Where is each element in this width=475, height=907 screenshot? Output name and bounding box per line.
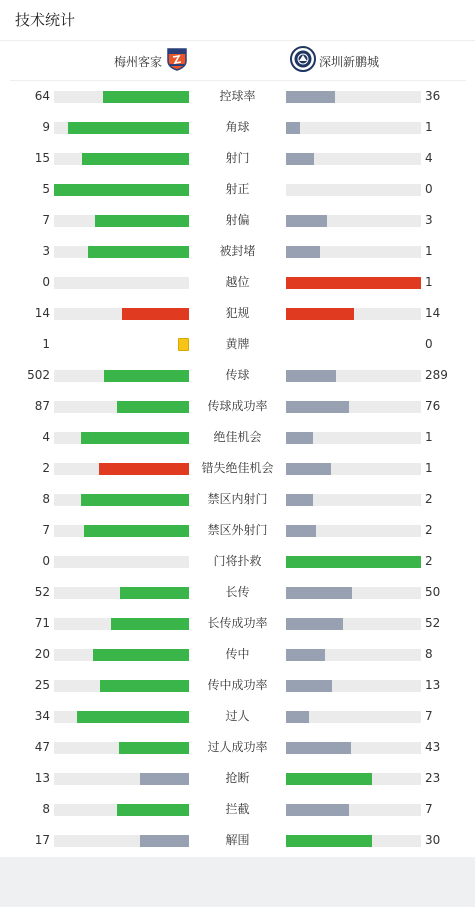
stat-row <box>0 794 475 825</box>
stats-list <box>0 81 475 856</box>
away-value: 30 <box>425 833 441 847</box>
away-value: 4 <box>425 151 433 165</box>
stat-row <box>0 670 475 701</box>
away-bar-track <box>286 277 421 289</box>
away-value: 289 <box>425 368 448 382</box>
stat-label: 抢断 <box>225 771 250 785</box>
away-bar-track <box>286 587 421 599</box>
stat-label: 禁区内射门 <box>207 492 268 506</box>
home-bar-track <box>54 649 189 661</box>
away-bar-fill <box>286 525 316 537</box>
away-bar-track <box>286 401 421 413</box>
home-bar-fill <box>111 618 189 630</box>
home-bar-fill <box>122 308 190 320</box>
away-bar-fill <box>286 401 349 413</box>
home-bar-track <box>54 370 189 382</box>
home-bar-track <box>54 525 189 537</box>
home-bar-track <box>54 680 189 692</box>
stat-row <box>0 515 475 546</box>
stat-label: 拦截 <box>225 802 250 816</box>
away-value: 2 <box>425 523 433 537</box>
home-value: 17 <box>34 833 50 847</box>
home-bar-fill <box>93 649 189 661</box>
stat-label: 传球成功率 <box>207 399 268 413</box>
home-value: 5 <box>42 182 50 196</box>
away-value: 1 <box>425 244 433 258</box>
home-value: 25 <box>34 678 50 692</box>
away-bar-fill <box>286 587 352 599</box>
away-bar-fill <box>286 432 313 444</box>
stat-label: 犯规 <box>225 306 250 320</box>
away-value: 36 <box>425 89 441 103</box>
away-bar-track <box>286 556 421 568</box>
stat-label: 射偏 <box>225 213 250 227</box>
home-bar-track <box>54 618 189 630</box>
home-bar-track <box>54 804 189 816</box>
home-bar-track <box>54 432 189 444</box>
home-bar-track <box>54 401 189 413</box>
away-bar-fill <box>286 153 314 165</box>
stat-label: 传中成功率 <box>207 678 268 692</box>
stat-label: 过人 <box>225 709 250 723</box>
away-bar-fill <box>286 494 313 506</box>
stat-row <box>0 391 475 422</box>
home-value: 87 <box>34 399 50 413</box>
away-bar-fill <box>286 277 421 289</box>
home-bar-fill <box>104 370 189 382</box>
away-bar-fill <box>286 649 325 661</box>
away-bar-track <box>286 742 421 754</box>
home-value: 502 <box>27 368 50 382</box>
section-title: 技术统计 <box>15 11 76 29</box>
stat-row <box>0 763 475 794</box>
home-bar-fill <box>140 773 189 785</box>
home-bar-track <box>54 184 189 196</box>
stat-row <box>0 422 475 453</box>
stat-row <box>0 360 475 391</box>
stat-label: 禁区外射门 <box>207 523 268 537</box>
away-bar-fill <box>286 122 300 134</box>
stat-label: 错失绝佳机会 <box>201 461 274 475</box>
home-bar-fill <box>81 432 189 444</box>
yellow-card-icon <box>178 338 189 351</box>
home-bar-track <box>54 153 189 165</box>
home-bar-fill <box>77 711 189 723</box>
stat-label: 传球 <box>225 368 250 382</box>
home-team-name: 梅州客家 <box>113 54 162 69</box>
home-bar-fill <box>140 835 189 847</box>
away-bar-fill <box>286 773 372 785</box>
home-bar-track <box>54 494 189 506</box>
away-bar-fill <box>286 804 349 816</box>
away-bar-track <box>286 91 421 103</box>
away-bar-fill <box>286 618 343 630</box>
stat-label: 过人成功率 <box>207 740 268 754</box>
home-bar-track <box>54 122 189 134</box>
away-value: 2 <box>425 554 433 568</box>
away-bar-fill <box>286 463 331 475</box>
home-bar-track <box>54 587 189 599</box>
away-bar-track <box>286 773 421 785</box>
home-bar-track <box>54 463 189 475</box>
home-bar-track <box>54 742 189 754</box>
away-bar-fill <box>286 711 309 723</box>
away-value: 2 <box>425 492 433 506</box>
home-bar-track <box>54 835 189 847</box>
stat-row <box>0 329 475 360</box>
home-bar-fill <box>81 494 189 506</box>
stat-row <box>0 701 475 732</box>
home-bar-fill <box>100 680 189 692</box>
home-bar-fill <box>117 401 189 413</box>
home-bar-fill <box>54 184 189 196</box>
stat-label: 绝佳机会 <box>213 430 262 444</box>
away-team-name: 深圳新鹏城 <box>319 54 380 69</box>
away-bar-fill <box>286 215 327 227</box>
away-value: 0 <box>425 337 433 351</box>
away-value: 1 <box>425 120 433 134</box>
away-bar-track <box>286 153 421 165</box>
away-value: 50 <box>425 585 441 599</box>
home-value: 47 <box>34 740 50 754</box>
away-value: 1 <box>425 461 433 475</box>
home-value: 4 <box>42 430 50 444</box>
stat-row <box>0 577 475 608</box>
meizhou-hakka-crest-icon <box>166 47 188 75</box>
away-value: 13 <box>425 678 441 692</box>
stat-row <box>0 112 475 143</box>
away-value: 1 <box>425 430 433 444</box>
home-bar-track <box>54 711 189 723</box>
home-bar-fill <box>117 804 189 816</box>
stat-label: 长传成功率 <box>207 616 268 630</box>
stat-label: 长传 <box>225 585 250 599</box>
home-value: 0 <box>42 554 50 568</box>
away-bar-fill <box>286 742 351 754</box>
stat-row <box>0 484 475 515</box>
away-value: 52 <box>425 616 441 630</box>
stat-label: 门将扑救 <box>213 554 262 568</box>
stat-label: 黄牌 <box>225 337 250 351</box>
home-value: 8 <box>42 802 50 816</box>
away-bar-track <box>286 122 421 134</box>
stat-row <box>0 825 475 856</box>
home-value: 7 <box>42 523 50 537</box>
away-bar-track <box>286 618 421 630</box>
away-value: 8 <box>425 647 433 661</box>
away-bar-track <box>286 494 421 506</box>
home-bar-track <box>54 277 189 289</box>
home-value: 71 <box>34 616 50 630</box>
shenzhen-peng-city-crest-icon <box>290 46 316 76</box>
home-bar-fill <box>99 463 189 475</box>
stat-row <box>0 236 475 267</box>
away-value: 76 <box>425 399 441 413</box>
home-value: 14 <box>34 306 50 320</box>
away-bar-track <box>286 246 421 258</box>
stat-label: 解围 <box>225 833 250 847</box>
home-bar-track <box>54 308 189 320</box>
stat-row <box>0 143 475 174</box>
home-bar-fill <box>88 246 189 258</box>
away-bar-track <box>286 432 421 444</box>
away-bar-fill <box>286 370 336 382</box>
home-value: 13 <box>34 771 50 785</box>
home-bar-track <box>54 215 189 227</box>
away-value: 3 <box>425 213 433 227</box>
stat-row <box>0 608 475 639</box>
home-value: 8 <box>42 492 50 506</box>
home-value: 15 <box>34 151 50 165</box>
home-value: 2 <box>42 461 50 475</box>
teams-header <box>10 41 466 81</box>
away-bar-fill <box>286 308 354 320</box>
stat-row <box>0 639 475 670</box>
home-value: 52 <box>34 585 50 599</box>
home-bar-track <box>54 556 189 568</box>
away-bar-track <box>286 711 421 723</box>
stat-label: 越位 <box>225 275 250 289</box>
home-value: 34 <box>34 709 50 723</box>
away-bar-fill <box>286 91 335 103</box>
home-value: 7 <box>42 213 50 227</box>
away-value: 23 <box>425 771 441 785</box>
stat-row <box>0 81 475 112</box>
away-value: 7 <box>425 802 433 816</box>
home-value: 20 <box>34 647 50 661</box>
home-value: 1 <box>42 337 50 351</box>
home-bar-track <box>54 246 189 258</box>
home-bar-track <box>54 773 189 785</box>
away-bar-fill <box>286 680 332 692</box>
home-bar-fill <box>68 122 190 134</box>
stat-label: 传中 <box>225 647 250 661</box>
stat-row <box>0 732 475 763</box>
home-team[interactable] <box>114 49 188 73</box>
home-value: 64 <box>34 89 50 103</box>
away-bar-track <box>286 184 421 196</box>
away-value: 1 <box>425 275 433 289</box>
home-value: 9 <box>42 120 50 134</box>
stat-label: 射门 <box>225 151 250 165</box>
home-value: 3 <box>42 244 50 258</box>
home-bar-fill <box>119 742 189 754</box>
away-bar-track <box>286 804 421 816</box>
away-team[interactable] <box>290 48 379 74</box>
home-value: 0 <box>42 275 50 289</box>
stat-row <box>0 546 475 577</box>
stat-label: 控球率 <box>219 89 256 103</box>
away-bar-track <box>286 680 421 692</box>
away-bar-fill <box>286 246 320 258</box>
stat-row <box>0 205 475 236</box>
away-bar-track <box>286 835 421 847</box>
away-bar-track <box>286 370 421 382</box>
stat-label: 被封堵 <box>219 244 256 258</box>
away-bar-fill <box>286 835 372 847</box>
away-bar-track <box>286 463 421 475</box>
home-bar-fill <box>103 91 189 103</box>
stat-label: 角球 <box>225 120 250 134</box>
stat-label: 射正 <box>225 182 250 196</box>
home-bar-fill <box>120 587 189 599</box>
stat-row <box>0 298 475 329</box>
home-bar-track <box>54 91 189 103</box>
away-value: 0 <box>425 182 433 196</box>
away-bar-track <box>286 525 421 537</box>
away-bar-track <box>286 215 421 227</box>
away-value: 43 <box>425 740 441 754</box>
away-value: 7 <box>425 709 433 723</box>
away-bar-track <box>286 649 421 661</box>
away-bar-fill <box>286 556 421 568</box>
home-bar-fill <box>95 215 190 227</box>
away-bar-track <box>286 308 421 320</box>
stat-row <box>0 267 475 298</box>
stat-row <box>0 174 475 205</box>
home-bar-fill <box>84 525 189 537</box>
stat-row <box>0 453 475 484</box>
home-bar-fill <box>82 153 189 165</box>
away-value: 14 <box>425 306 441 320</box>
